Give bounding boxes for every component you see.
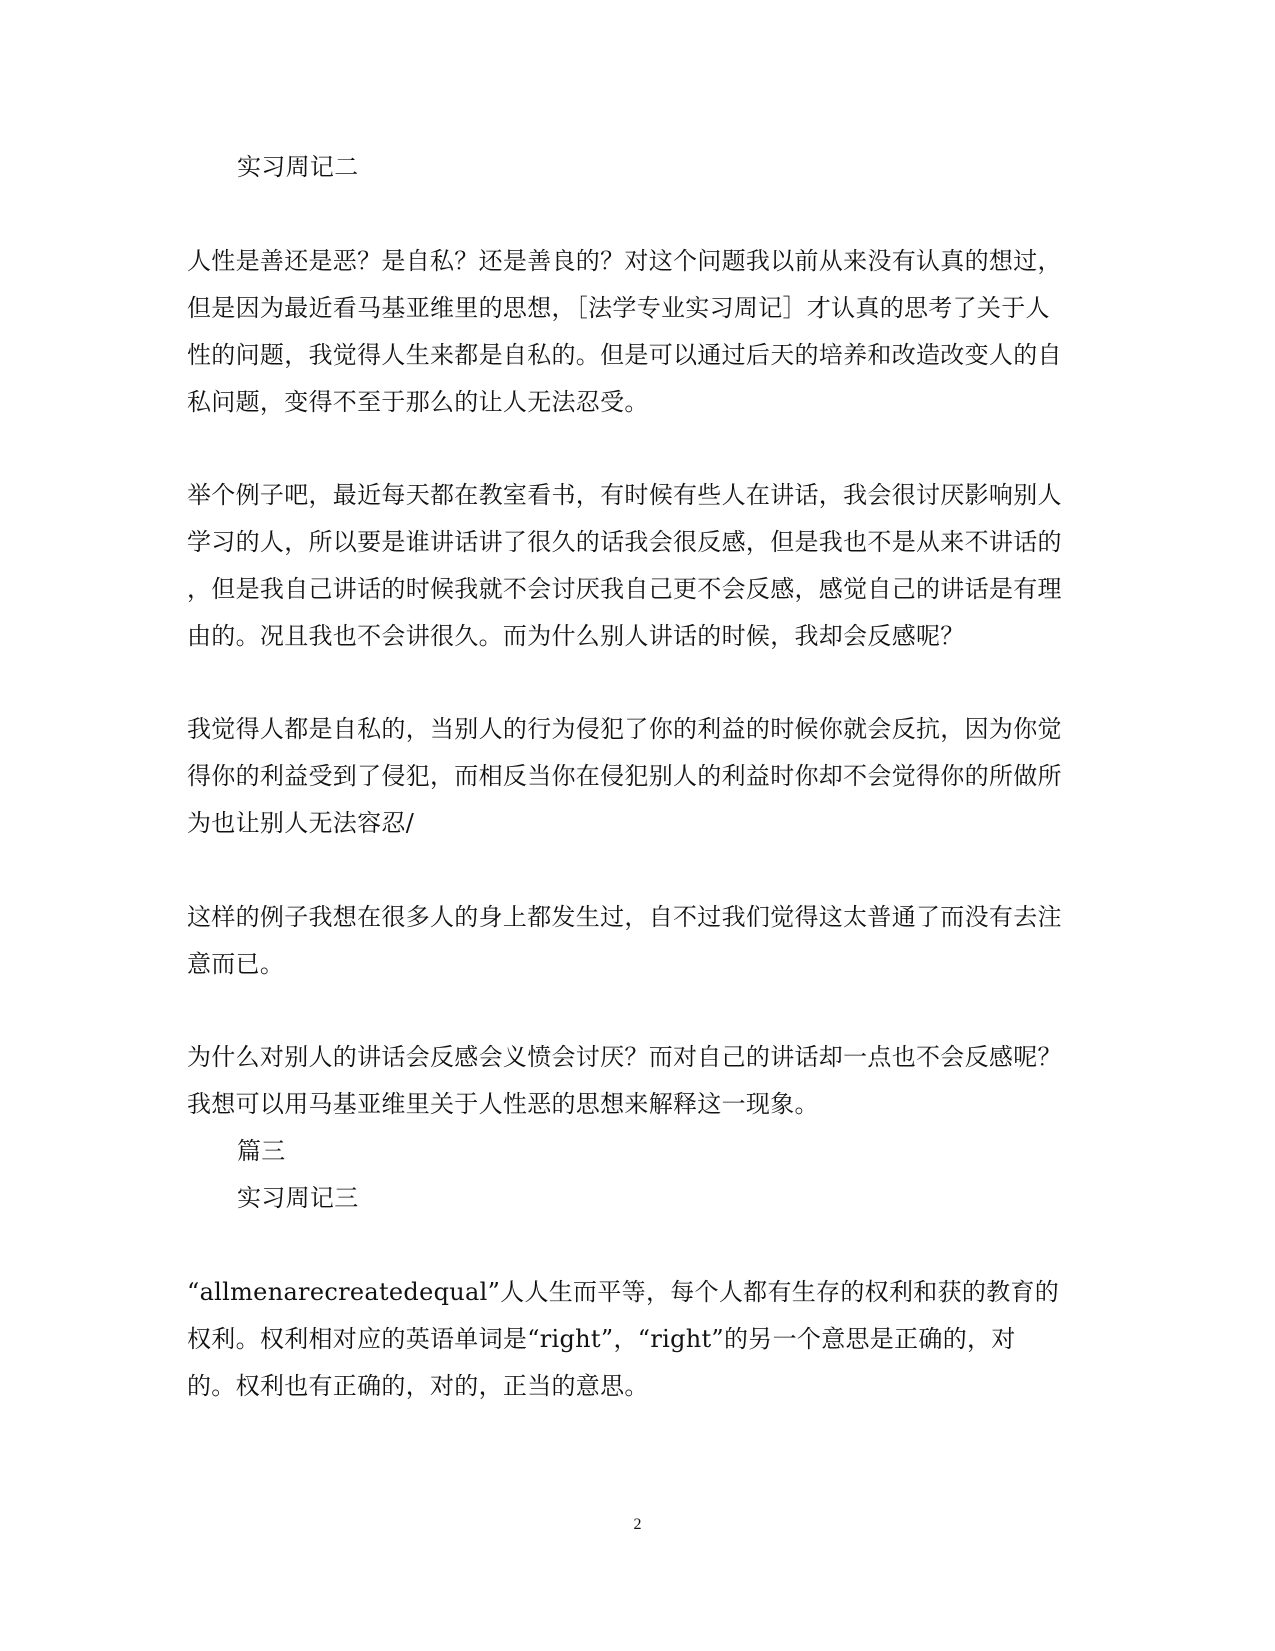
paragraph-line: 这样的例子我想在很多人的身上都发生过，自不过我们觉得这太普通了而没有去注 (187, 903, 1062, 931)
paragraph-line: 权利。权利相对应的英语单词是“right”，“right”的另一个意思是正确的，对 (187, 1325, 1016, 1353)
paragraph-line: ，但是我自己讲话的时候我就不会讨厌我自己更不会反感，感觉自己的讲话是有理 (187, 575, 1062, 603)
paragraph-line: 我觉得人都是自私的，当别人的行为侵犯了你的利益的时候你就会反抗，因为你觉 (187, 715, 1062, 743)
paragraph-line: 举个例子吧，最近每天都在教室看书，有时候有些人在讲话，我会很讨厌影响别人 (187, 481, 1062, 509)
paragraph-line: 为也让别人无法容忍/ (187, 809, 415, 837)
section-title: 实习周记三 (237, 1184, 359, 1212)
paragraph-line: 我想可以用马基亚维里关于人性恶的思想来解释这一现象。 (187, 1090, 819, 1118)
paragraph-line: “allmenarecreatedequal”人人生而平等，每个人都有生存的权利和获的教育的 (187, 1278, 1060, 1306)
paragraph-line: 意而已。 (187, 950, 285, 978)
paragraph-line: 由的。况且我也不会讲很久。而为什么别人讲话的时候，我却会反感呢？ (187, 622, 965, 650)
paragraph-line: 但是因为最近看马基亚维里的思想，［法学专业实习周记］才认真的思考了关于人 (187, 294, 1050, 322)
paragraph-line: 得你的利益受到了侵犯，而相反当你在侵犯别人的利益时你却不会觉得你的所做所 (187, 762, 1062, 790)
paragraph-line: 的。权利也有正确的，对的，正当的意思。 (187, 1372, 649, 1400)
section-label: 篇三 (237, 1137, 286, 1165)
section-title: 实习周记二 (237, 153, 359, 181)
paragraph-line: 私问题，变得不至于那么的让人无法忍受。 (187, 388, 649, 416)
paragraph-line: 为什么对别人的讲话会反感会义愤会讨厌？而对自己的讲话却一点也不会反感呢？ (187, 1043, 1062, 1071)
paragraph-line: 人性是善还是恶？是自私？还是善良的？对这个问题我以前从来没有认真的想过， (187, 247, 1062, 275)
page-number: 2 (633, 1516, 642, 1533)
paragraph-line: 学习的人，所以要是谁讲话讲了很久的话我会很反感，但是我也不是从来不讲话的 (187, 528, 1062, 556)
paragraph-line: 性的问题，我觉得人生来都是自私的。但是可以通过后天的培养和改造改变人的自 (187, 341, 1062, 369)
